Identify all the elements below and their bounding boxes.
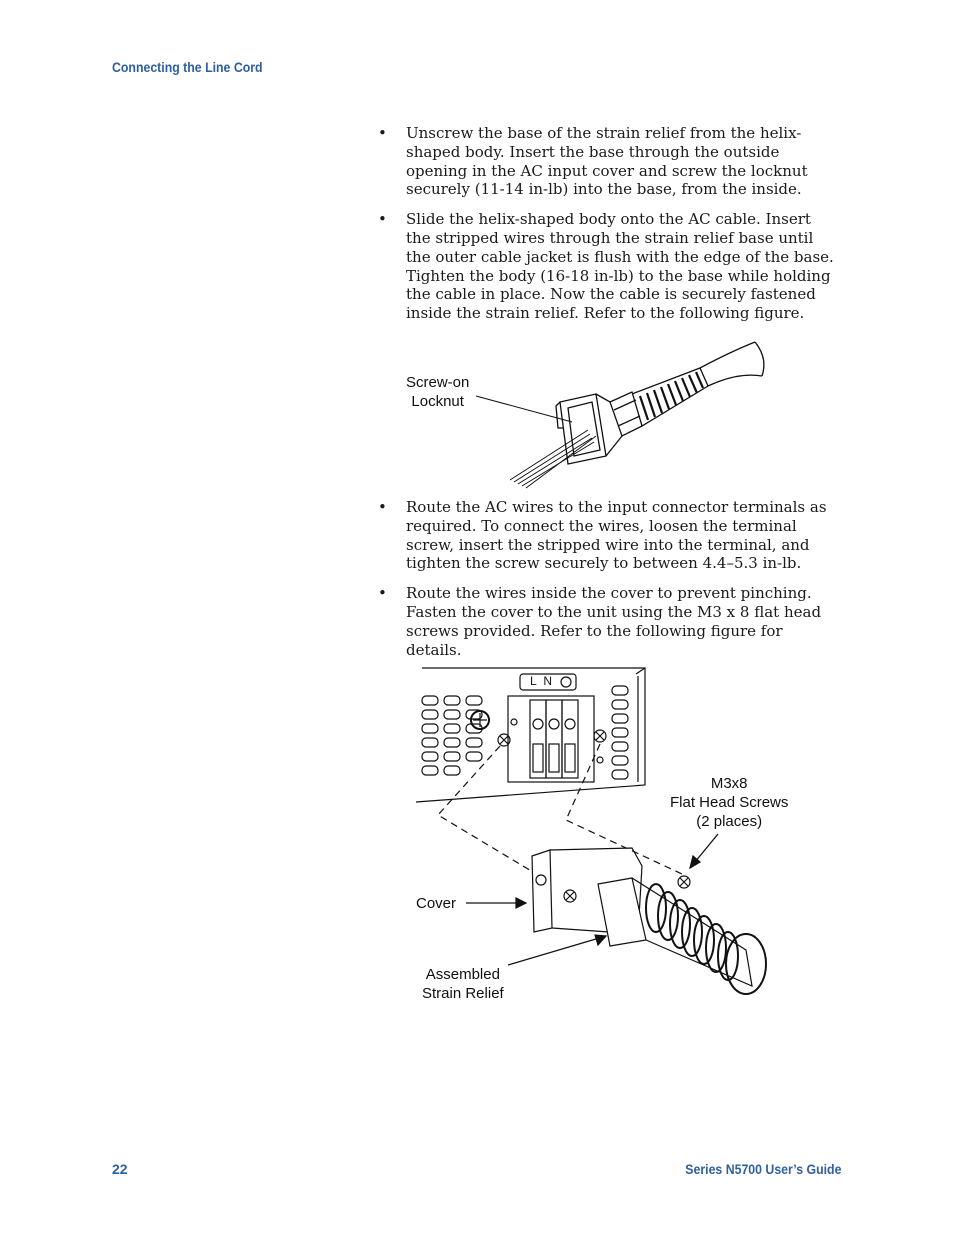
screws-label-line3: (2 places): [696, 813, 763, 830]
bullet-marker: •: [378, 124, 387, 142]
instruction-text: Slide the helix-shaped body onto the AC cable. Insert the stripped wires through the strain relief base until the outer cable jacket is flush with the edge of the base. Tighten the body (16-18 in-lb) to the base while holding the cable in place. Now the cable is securely fastened inside the strain relief. Refer to the following figure.: [406, 210, 834, 323]
page-number: 22: [112, 1161, 128, 1177]
instruction-text: Unscrew the base of the strain relief from the helix-shaped body. Insert the base through the outside opening in the AC input cover and screw the locknut securely (11-14 in-lb) into the base, from the inside.: [406, 124, 808, 199]
strain-relief-figure: [400, 330, 800, 490]
terminal-n-label: N: [543, 674, 553, 688]
running-header: Connecting the Line Cord: [112, 59, 263, 75]
screws-label: [670, 774, 788, 831]
instruction-list-bottom: [378, 498, 838, 659]
cover-assembly-figure: [400, 660, 820, 1010]
locknut-label-line1: Screw-on: [406, 374, 470, 391]
screws-label-line1: M3x8: [710, 775, 748, 792]
instruction-item: [378, 124, 838, 199]
instruction-text: Route the AC wires to the input connector terminals as required. To connect the wires, loosen the terminal screw, insert the stripped wire into the terminal, and tighten the screw securely to between 4.4–5.3 in-lb.: [406, 498, 827, 573]
bullet-marker: •: [378, 584, 387, 603]
strain-relief-label-line2: Strain Relief: [422, 985, 504, 1002]
instruction-item: [378, 498, 838, 573]
locknut-label: [406, 373, 469, 411]
terminal-l-label: L: [530, 674, 537, 688]
strain-relief-label: [422, 965, 504, 1003]
screws-label-line2: Flat Head Screws: [670, 794, 789, 811]
bullet-marker: •: [378, 498, 387, 516]
cover-label: Cover: [416, 895, 457, 912]
instruction-item: [378, 210, 838, 323]
cover-assembly-illustration: [400, 660, 820, 1010]
instruction-text: Route the wires inside the cover to prevent pinching. Fasten the cover to the unit using the M3 x 8 flat head screws provided. Refer to the following figure for details.: [406, 584, 822, 659]
instruction-item: [378, 584, 838, 659]
instruction-list-top: [378, 124, 838, 323]
guide-title: Series N5700 User’s Guide: [684, 1161, 841, 1177]
strain-relief-label-line1: Assembled: [425, 966, 500, 983]
terminal-labels: [530, 674, 552, 688]
bullet-marker: •: [378, 210, 387, 229]
locknut-label-line2: Locknut: [411, 393, 464, 410]
